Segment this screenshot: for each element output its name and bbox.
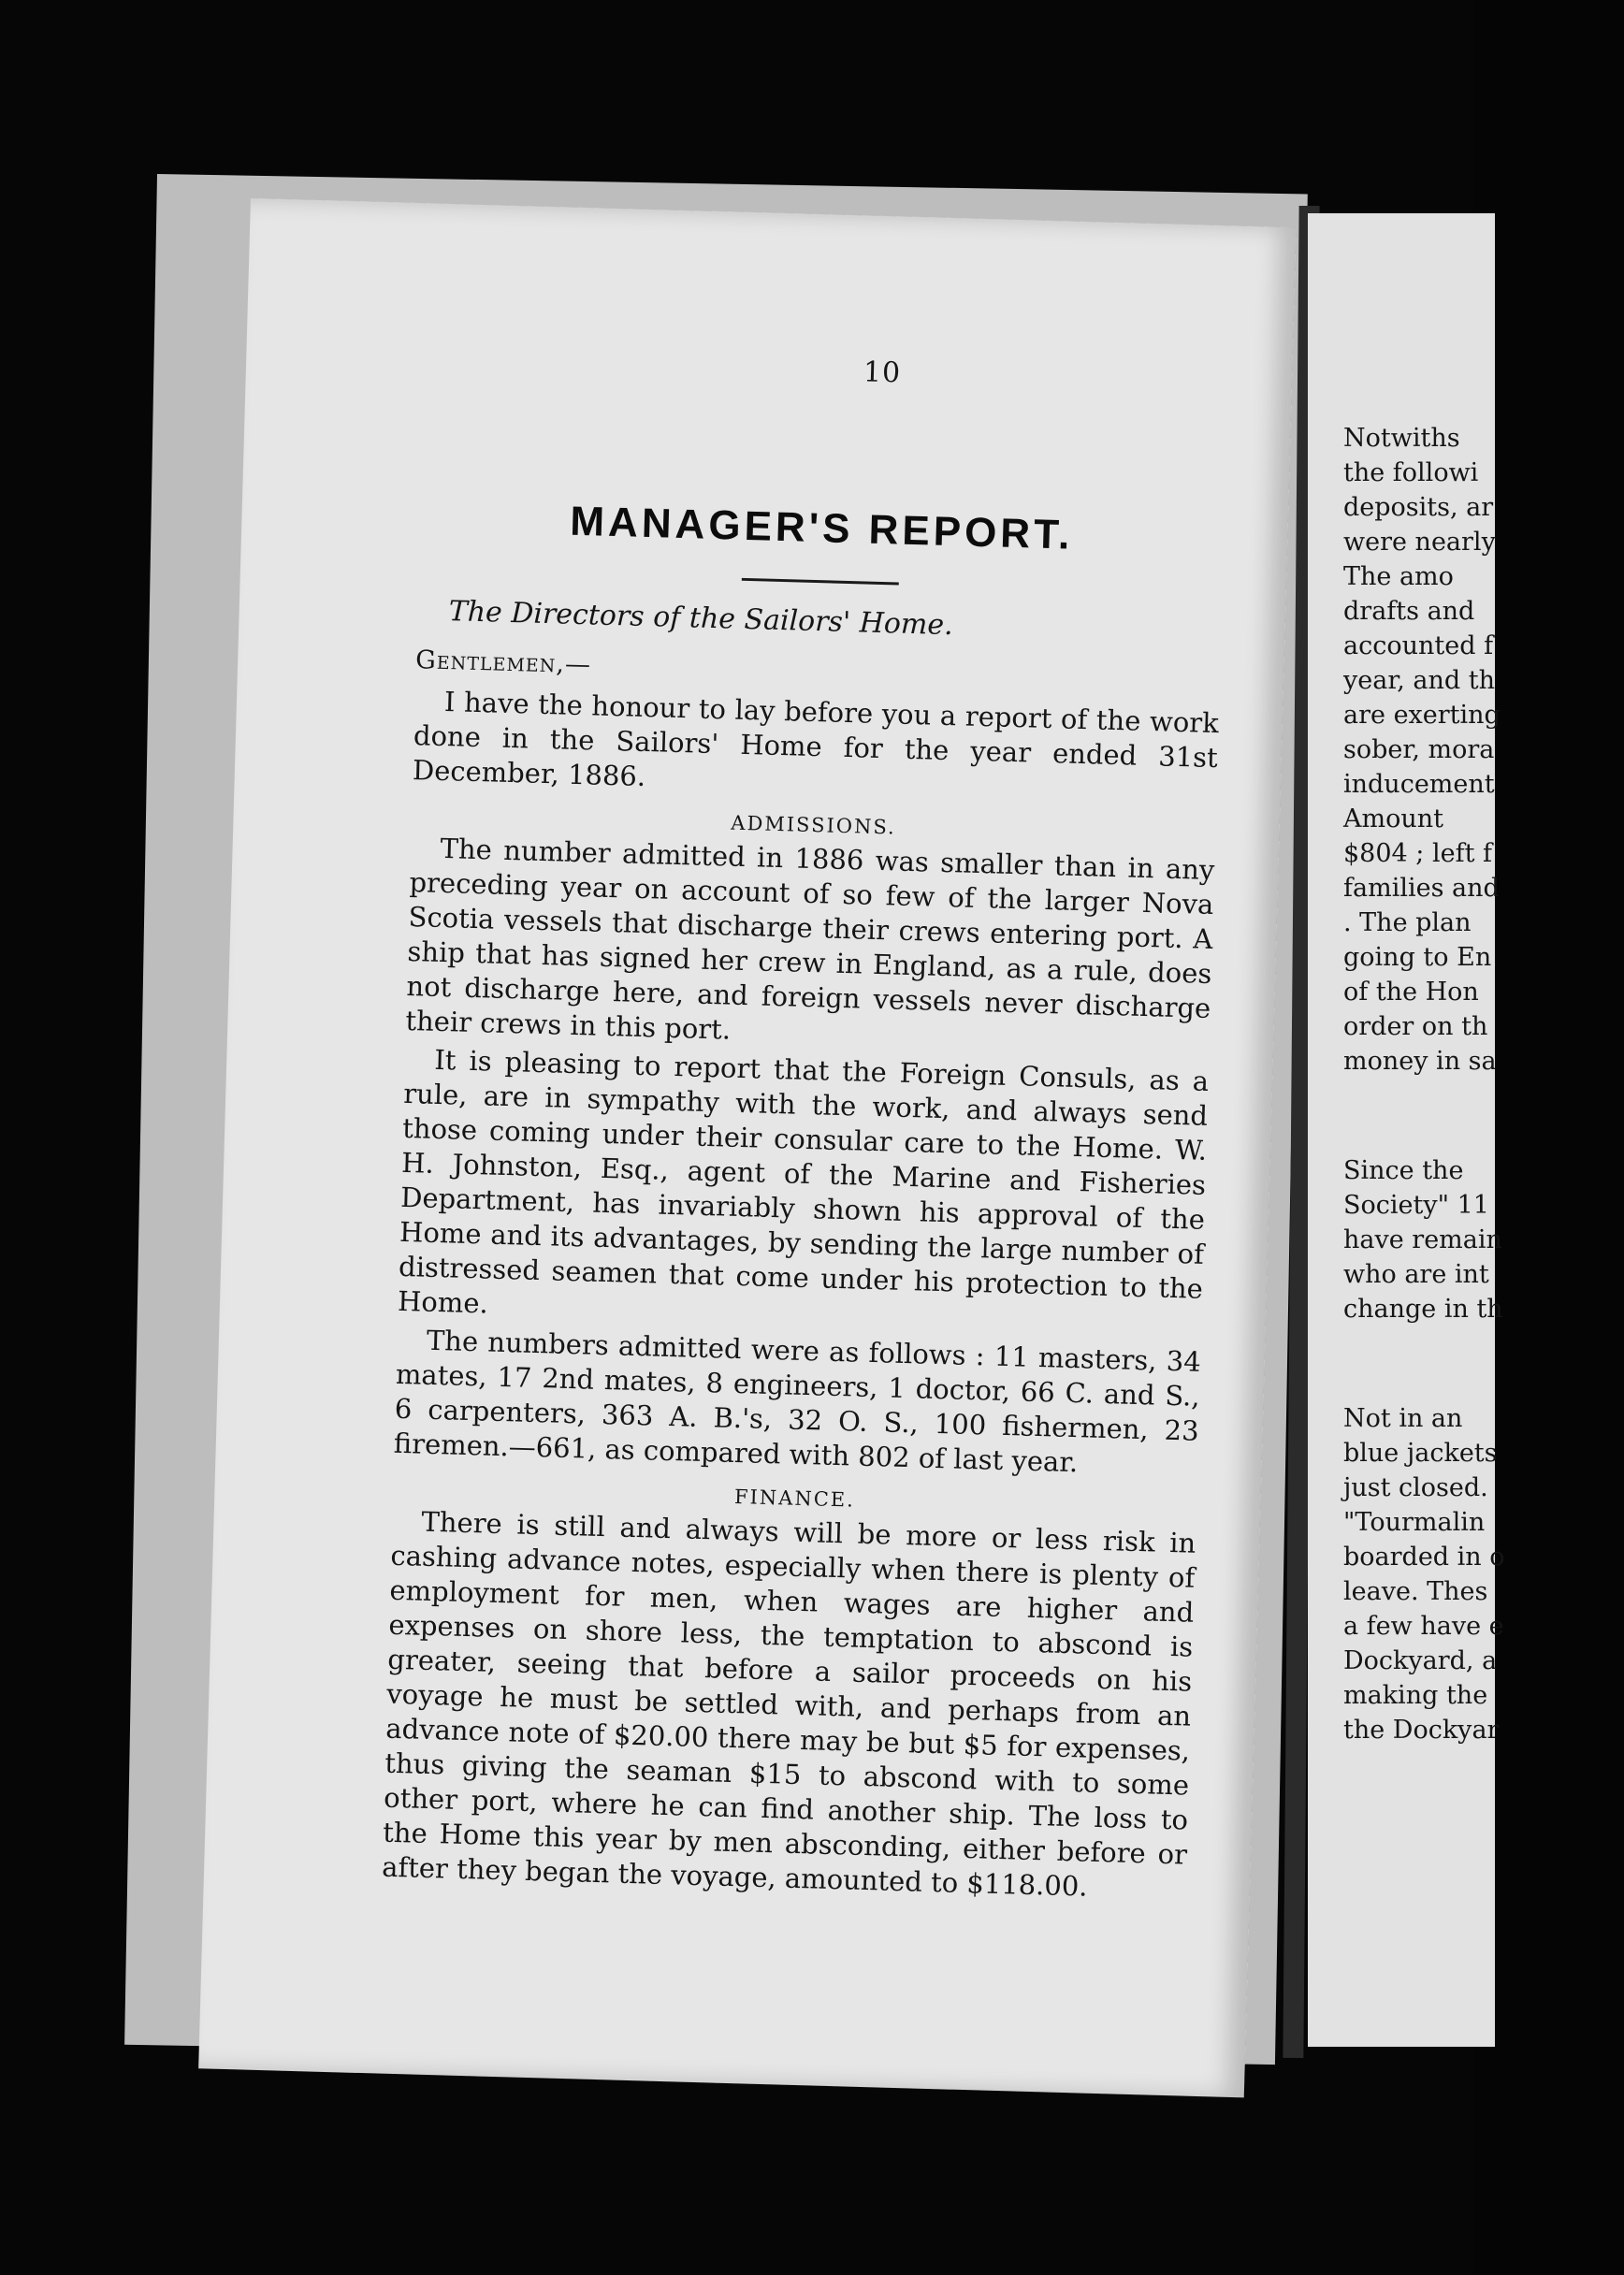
right-page-text	[1343, 421, 1624, 1747]
admissions-paragraph: The numbers admitted were as follows : 11 masters, 34 mates, 17 2nd mates, 8 engineers, 1 doctor, 66 C. and S., 6 carpenters, 363 A. B.'s, 32 O. S., 100 fishermen, 23 firemen.—661, as compared with 802 of last year.	[393, 1324, 1202, 1479]
title-rule	[742, 578, 899, 586]
right-line: sober, mora	[1343, 735, 1495, 764]
page-number: 10	[863, 355, 902, 390]
finance-heading: FINANCE.	[733, 1485, 856, 1512]
right-line: blue jackets	[1343, 1439, 1498, 1468]
right-line: of the Hon	[1343, 978, 1479, 1007]
right-line: going to En	[1343, 943, 1492, 972]
right-line: drafts and	[1343, 597, 1475, 626]
right-line: have remain	[1343, 1225, 1502, 1254]
right-line: are exerting	[1343, 701, 1501, 730]
right-line: Amount	[1343, 804, 1443, 833]
left-page-content	[382, 343, 1229, 1910]
right-line: the followi	[1343, 458, 1479, 487]
right-line: leave. Thes	[1343, 1577, 1488, 1606]
right-page	[1308, 213, 1505, 2047]
intro-paragraph: I have the honour to lay before you a report of the work done in the Sailors' Home for the year ended 31st December, 1886.	[412, 685, 1220, 793]
right-line: inducement	[1343, 770, 1495, 799]
right-line: were nearly	[1343, 528, 1496, 557]
left-page	[198, 198, 1296, 2097]
right-line: deposits, ar	[1343, 493, 1494, 522]
right-line: change in th	[1343, 1295, 1503, 1324]
right-line: $804 ; left f	[1343, 839, 1493, 868]
spacer	[1343, 1079, 1624, 1153]
right-line: Since the	[1343, 1156, 1464, 1185]
right-line: Society" 11	[1343, 1191, 1489, 1220]
right-line: making the	[1343, 1681, 1488, 1710]
right-line: a few have e	[1343, 1612, 1504, 1641]
admissions-heading: ADMISSIONS.	[731, 811, 897, 839]
report-title: MANAGER'S REPORT.	[569, 498, 1075, 558]
right-line: just closed.	[1343, 1473, 1488, 1502]
right-line: year, and th	[1343, 666, 1496, 695]
right-line: money in sa	[1343, 1047, 1497, 1076]
salutation: Gentlemen,—	[414, 645, 592, 680]
right-line: . The plan	[1343, 908, 1472, 937]
admissions-paragraph: It is pleasing to report that the Foreign Consuls, as a rule, are in sympathy with the work, and always send those coming under their consular care to the Home. W. H. Johnston, Esq., agent of the Marine and Fisheries Department, has invariably shown his approval of the Home and its advantages, by sending the large number of distressed seamen that come under his protection to the Home.	[397, 1043, 1210, 1320]
admissions-paragraph: The number admitted in 1886 was smaller than in any preceding year on account of so few of the larger Nova Scotia vessels that discharge their crews entering port. A ship that has signed her crew in England, as a rule, does not discharge here, and foreign vessels never discharge their crews in this port.	[405, 832, 1215, 1046]
finance-paragraph: There is still and always will be more or less risk in cashing advance notes, especially when there is plenty of employment for men, when wages are higher and expenses on shore less, the temptation to abscond is greater, seeing that before a sailor proceeds on his voyage he must be settled with, and perhaps from an advance note of $20.00 there may be but $5 for expenses, thus giving the seaman $15 to abscond with to some other port, where he can find another ship. The loss to the Home this year by men absconding, either before or after they began the voyage, amounted to $118.00.	[381, 1505, 1196, 1903]
right-line: Dockyard, a	[1343, 1646, 1498, 1675]
right-line: the Dockyar	[1343, 1716, 1500, 1745]
right-line: who are int	[1343, 1260, 1489, 1289]
right-line: Notwiths	[1343, 424, 1460, 453]
addressee: The Directors of the Sailors' Home.	[448, 595, 954, 643]
spacer	[1343, 1326, 1624, 1401]
right-line: The amo	[1343, 562, 1454, 591]
right-line: "Tourmalin	[1343, 1508, 1486, 1537]
right-line: boarded in o	[1343, 1543, 1505, 1572]
right-line: Not in an	[1343, 1404, 1463, 1433]
right-line: families and	[1343, 874, 1500, 903]
right-line: order on th	[1343, 1012, 1488, 1041]
right-line: accounted f	[1343, 631, 1494, 660]
